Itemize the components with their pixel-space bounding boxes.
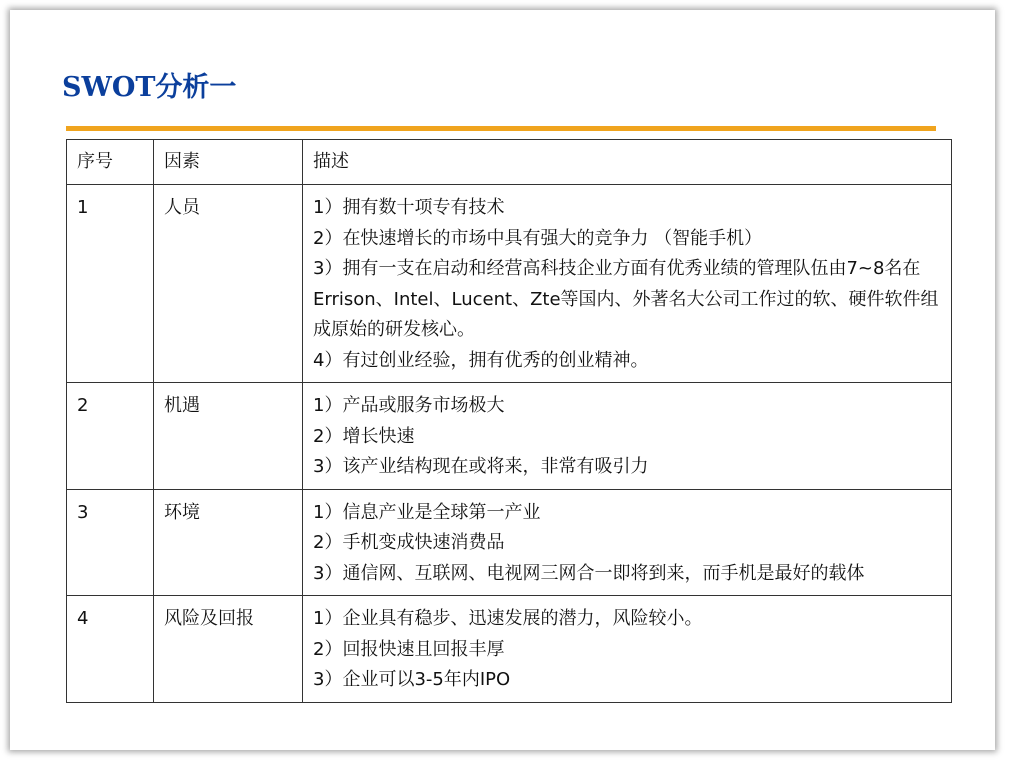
row-index-cell [67, 489, 154, 596]
row-index: 1 [77, 197, 89, 218]
row-description [303, 490, 951, 596]
description-line: 2）在快速增长的市场中具有强大的竞争力 （智能手机） [313, 227, 763, 249]
row-factor-cell [154, 185, 303, 383]
description-line: 1）信息产业是全球第一产业 [313, 501, 541, 523]
description-line: 3）通信网、互联网、电视网三网合一即将到来，而手机是最好的载体 [313, 562, 865, 584]
header-index [67, 140, 154, 185]
title-underline [66, 126, 936, 131]
swot-table [66, 139, 952, 703]
row-factor: 人员 [164, 197, 200, 218]
table-row [67, 596, 952, 703]
description-line: 1）产品或服务市场极大 [313, 395, 505, 416]
row-factor-cell [154, 383, 303, 490]
table-row [67, 489, 952, 596]
row-index-cell [67, 383, 154, 490]
table-row [67, 185, 952, 383]
row-factor-cell [154, 489, 303, 596]
description-line: 2）回报快速且回报丰厚 [313, 638, 505, 660]
row-description-cell [303, 489, 952, 596]
description-line: 4）有过创业经验，拥有优秀的创业精神。 [313, 349, 649, 371]
description-line: 2）手机变成快速消费品 [313, 532, 505, 553]
header-index-label: 序号 [77, 151, 113, 172]
table-row [67, 383, 952, 490]
row-factor: 风险及回报 [164, 608, 254, 629]
header-factor-label: 因素 [164, 151, 200, 172]
row-index: 3 [77, 501, 89, 523]
row-description [303, 185, 951, 382]
row-description-cell [303, 596, 952, 703]
row-factor: 机遇 [164, 395, 200, 416]
row-index: 4 [77, 608, 89, 629]
description-line: 3）拥有一支在启动和经营高科技企业方面有优秀业绩的管理队伍由7~8名在Errison、Intel、Lucent、Zte等国内、外著名大公司工作过的软、硬件软件组成原始的研发核心。 [313, 258, 939, 340]
row-index: 2 [77, 395, 89, 416]
row-index-cell [67, 185, 154, 383]
row-factor-cell [154, 596, 303, 703]
description-line: 3）该产业结构现在或将来，非常有吸引力 [313, 456, 649, 477]
description-line: 1）拥有数十项专有技术 [313, 197, 505, 218]
description-line: 2）增长快速 [313, 425, 415, 447]
header-factor [154, 140, 303, 185]
row-description-cell [303, 383, 952, 490]
table-header-row [67, 140, 952, 185]
row-factor: 环境 [164, 501, 200, 523]
row-description [303, 596, 951, 702]
description-line: 1）企业具有稳步、迅速发展的潜力，风险较小。 [313, 608, 703, 629]
slide-title: SWOT分析一 [62, 72, 237, 103]
row-index-cell [67, 596, 154, 703]
header-description [303, 140, 952, 185]
description-line: 3）企业可以3-5年内IPO [313, 669, 511, 690]
header-description-label: 描述 [313, 151, 349, 172]
row-description-cell [303, 185, 952, 383]
row-description [303, 383, 951, 489]
